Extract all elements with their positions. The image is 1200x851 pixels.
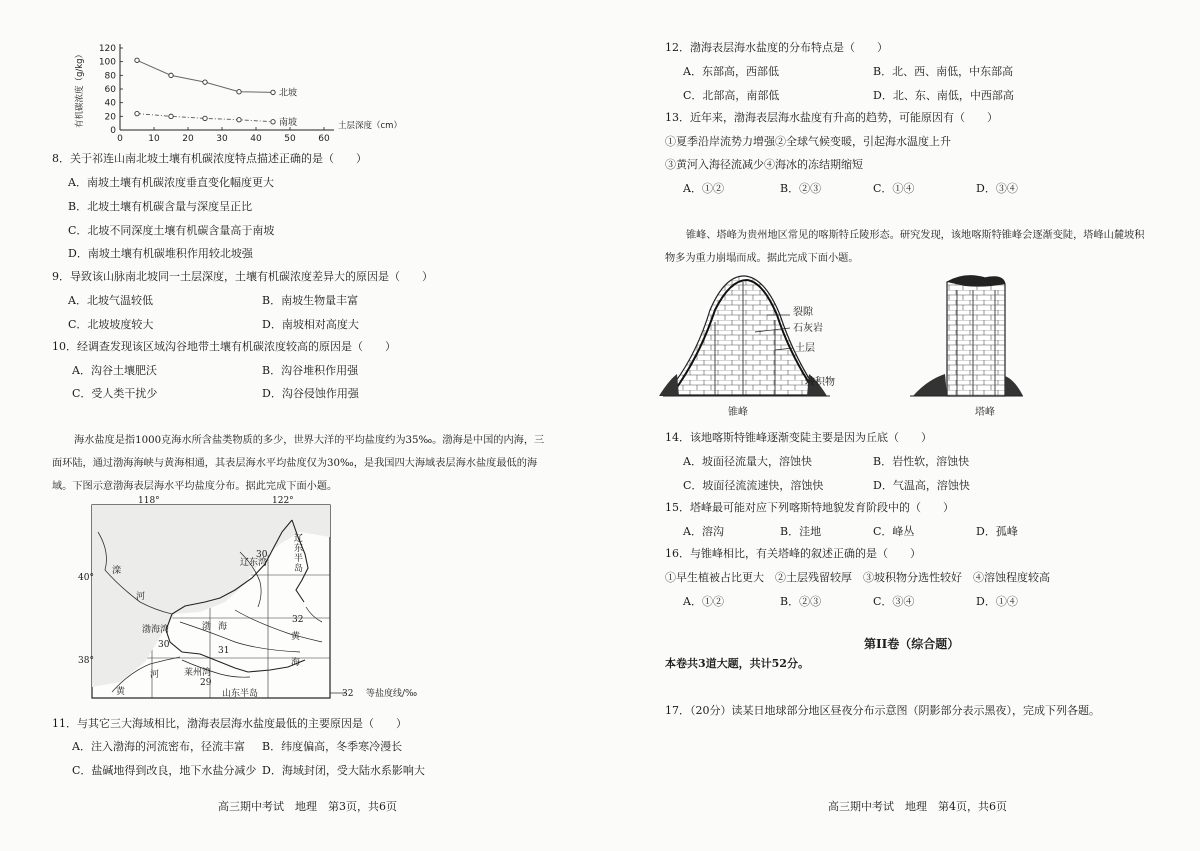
q8-option-c: C．北坡不同深度土壤有机碳含量高于南坡: [68, 224, 275, 237]
q16-stem: 16．与锥峰相比，有关塔峰的叙述正确的是（ ）: [665, 547, 921, 560]
section-note: 本卷共3道大题，共计52分。: [665, 657, 809, 670]
map-place-label: 海: [218, 622, 228, 632]
map-place-label: 滦: [112, 566, 122, 576]
q15-option-c: C．峰丛: [873, 525, 915, 538]
q14-option-a: A．坡面径流量大，溶蚀快: [683, 455, 812, 468]
q11-option-c: C．盐碱地得到改良，地下水盐分减少: [72, 764, 257, 777]
q10-option-c: C．受人类干扰少: [72, 387, 158, 400]
salinity-passage-line-2: 面环陆，通过渤海海峡与黄海相通，其表层海水平均盐度仅为30‰，是我国四大海域表层海水盐度最低的海: [52, 458, 538, 469]
data-point: [203, 116, 207, 120]
map-isoline-value: 32: [292, 615, 304, 625]
q17-stem: 17．（20分）读某日地球部分地区昼夜分布示意图（阴影部分表示黑夜），完成下列各题。: [665, 704, 1100, 717]
left-page-footer: 高三期中考试 地理 第3页，共6页: [218, 800, 397, 813]
karst-passage-line-2: 物多为重力崩塌而成。据此完成下面小题。: [665, 253, 859, 264]
diagram-label-soil: 土层: [795, 343, 815, 354]
q16-choice-line: ①早生植被占比更大 ②土层残留较厚 ③坡积物分选性较好 ④溶蚀程度较高: [665, 571, 1050, 584]
diagram-label-limestone: 石灰岩: [793, 323, 823, 334]
map-place-label: 莱州湾: [184, 668, 212, 678]
q9-stem: 9．导致该山脉南北坡同一土层深度，土壤有机碳浓度差异大的原因是（ ）: [52, 270, 433, 283]
karst-peak-diagram: [655, 270, 1025, 430]
x-tick-label: 50: [284, 134, 296, 144]
map-place-label: 海: [291, 658, 301, 668]
q13-option-d: D．③④: [976, 182, 1018, 195]
q11-option-a: A．注入渤海的河流密布，径流丰富: [72, 740, 245, 753]
map-lat-label: 40°: [78, 573, 94, 583]
salinity-passage-line-3: 域。下图示意渤海表层海水平均盐度分布。据此完成下面小题。: [52, 481, 338, 492]
q16-option-c: C．③④: [873, 595, 915, 608]
data-point: [169, 114, 173, 118]
diagram-label-fissure: 裂隙: [793, 307, 813, 318]
q13-choice-line: ①夏季沿岸流势力增强②全球气候变暖，引起海水温度上升: [665, 135, 951, 148]
data-point: [169, 73, 173, 77]
map-place-label: 河: [150, 670, 160, 680]
series-label: 南坡: [279, 117, 298, 128]
y-tick-label: 100: [98, 57, 116, 68]
q11-option-d: D．海域封闭，受大陆水系影响大: [262, 764, 425, 777]
x-axis-label: 土层深度（cm）: [338, 121, 402, 131]
data-point: [271, 90, 275, 94]
q10-option-b: B．沟谷堆积作用强: [262, 364, 359, 377]
q9-option-b: B．南坡生物量丰富: [262, 294, 359, 307]
q9-option-a: A．北坡气温较低: [68, 294, 153, 307]
data-point: [237, 90, 241, 94]
x-tick-label: 60: [318, 134, 330, 144]
map-isoline-value: 30: [256, 550, 268, 560]
x-tick-label: 10: [148, 134, 160, 144]
q14-option-b: B．岩性软，溶蚀快: [873, 455, 970, 468]
bohai-salinity-map: [60, 492, 390, 712]
map-place-label: 辽东半岛: [294, 534, 304, 574]
map-legend: 等盐度线/‰: [366, 689, 418, 699]
q12-option-a: A．东部高，西部低: [683, 65, 779, 78]
series-line: [137, 60, 273, 92]
map-lat-label: 38°: [78, 656, 94, 666]
diagram-caption-tower: 塔峰: [975, 407, 995, 418]
q16-option-d: D．①④: [976, 595, 1018, 608]
q14-option-d: D．气温高，溶蚀快: [873, 479, 970, 492]
series-label: 北坡: [279, 88, 298, 99]
q8-option-a: A．南坡土壤有机碳浓度垂直变化幅度更大: [68, 176, 274, 189]
data-point: [237, 118, 241, 122]
data-point: [203, 80, 207, 84]
q9-option-d: D．南坡相对高度大: [262, 318, 359, 331]
data-point: [271, 120, 275, 124]
q8-stem: 8．关于祁连山南北坡土壤有机碳浓度特点描述正确的是（ ）: [52, 152, 367, 165]
map-isoline-value: 29: [200, 678, 212, 688]
q12-stem: 12．渤海表层海水盐度的分布特点是（ ）: [665, 41, 888, 54]
q13-stem: 13．近年来，渤海表层海水盐度有升高的趋势，可能原因有（ ）: [665, 111, 998, 124]
diagram-caption-cone: 锥峰: [728, 407, 748, 418]
q11-option-b: B．纬度偏高，冬季寒冷漫长: [262, 740, 403, 753]
q15-option-a: A．溶沟: [683, 525, 724, 538]
q13-option-c: C．①④: [873, 182, 915, 195]
y-tick-label: 120: [98, 44, 116, 54]
map-isoline-value: 30: [158, 640, 170, 650]
carbon-depth-chart: [70, 42, 402, 144]
q15-option-d: D．孤峰: [976, 525, 1018, 538]
section-title: 第II卷（综合题）: [864, 637, 960, 651]
q14-stem: 14．该地喀斯特锥峰逐渐变陡主要是因为丘底（ ）: [665, 431, 932, 444]
q16-option-b: B．②③: [780, 595, 822, 608]
y-tick-label: 20: [104, 112, 116, 123]
q8-option-d: D．南坡土壤有机碳堆积作用较北坡强: [68, 247, 253, 260]
x-tick-label: 40: [250, 134, 262, 144]
map-place-label: 黄: [291, 632, 301, 642]
x-tick-label: 30: [216, 134, 228, 144]
y-tick-label: 80: [104, 71, 116, 82]
x-tick-label: 20: [182, 134, 194, 144]
salinity-passage-line-1: 海水盐度是指1000克海水所含盐类物质的多少，世界大洋的平均盐度约为35‰。渤海是中国的内海，三: [74, 435, 545, 446]
y-tick-label: 60: [104, 85, 116, 95]
map-place-label: 渤海湾: [142, 625, 170, 635]
q14-option-c: C．坡面径流流速快，溶蚀快: [683, 479, 824, 492]
map-legend-value: 32: [342, 689, 354, 699]
map-isoline-value: 31: [218, 646, 230, 656]
y-tick-label: 0: [110, 126, 116, 136]
q9-option-c: C．北坡坡度较大: [68, 318, 154, 331]
q15-stem: 15．塔峰最可能对应下列喀斯特地貌发育阶段中的（ ）: [665, 501, 954, 514]
x-tick-label: 0: [117, 134, 123, 144]
karst-passage-line-1: 锥峰、塔峰为贵州地区常见的喀斯特丘陵形态。研究发现，该地喀斯特锥峰会逐渐变陡，塔峰山麓坡积: [686, 230, 1145, 241]
q12-option-d: D．北、东、南低，中西部高: [873, 89, 1014, 102]
y-tick-label: 40: [104, 98, 116, 109]
q13-option-b: B．②③: [780, 182, 822, 195]
q12-option-c: C．北部高，南部低: [683, 89, 780, 102]
map-lon-label: 118°: [138, 496, 160, 506]
q10-option-d: D．沟谷侵蚀作用强: [262, 387, 359, 400]
map-lon-label: 122°: [272, 496, 294, 506]
right-page-footer: 高三期中考试 地理 第4页，共6页: [828, 800, 1007, 813]
q16-option-a: A．①②: [683, 595, 724, 608]
q8-option-b: B．北坡土壤有机碳含量与深度呈正比: [68, 200, 253, 213]
map-place-label: 黄: [116, 687, 126, 697]
diagram-label-colluvium: 坡积物: [805, 377, 835, 388]
map-place-label: 渤: [202, 622, 212, 632]
q13-choice-line: ③黄河入海径流减少④海冰的冻结期缩短: [665, 158, 863, 171]
q10-option-a: A．沟谷土壤肥沃: [72, 364, 157, 377]
map-place-label: 山东半岛: [222, 689, 259, 699]
q15-option-b: B．洼地: [780, 525, 822, 538]
data-point: [135, 111, 139, 115]
y-axis-label: 有机碳浓度（g/kg）: [75, 49, 85, 129]
data-point: [135, 58, 139, 62]
q10-stem: 10．经调查发现该区域沟谷地带土壤有机碳浓度较高的原因是（ ）: [52, 340, 396, 353]
map-place-label: 河: [136, 592, 146, 602]
q12-option-b: B．北、西、南低，中东部高: [873, 65, 1014, 78]
q11-stem: 11．与其它三大海域相比，渤海表层海水盐度最低的主要原因是（ ）: [52, 717, 407, 730]
map-place-label: 辽东湾: [240, 558, 268, 568]
q13-option-a: A．①②: [683, 182, 724, 195]
